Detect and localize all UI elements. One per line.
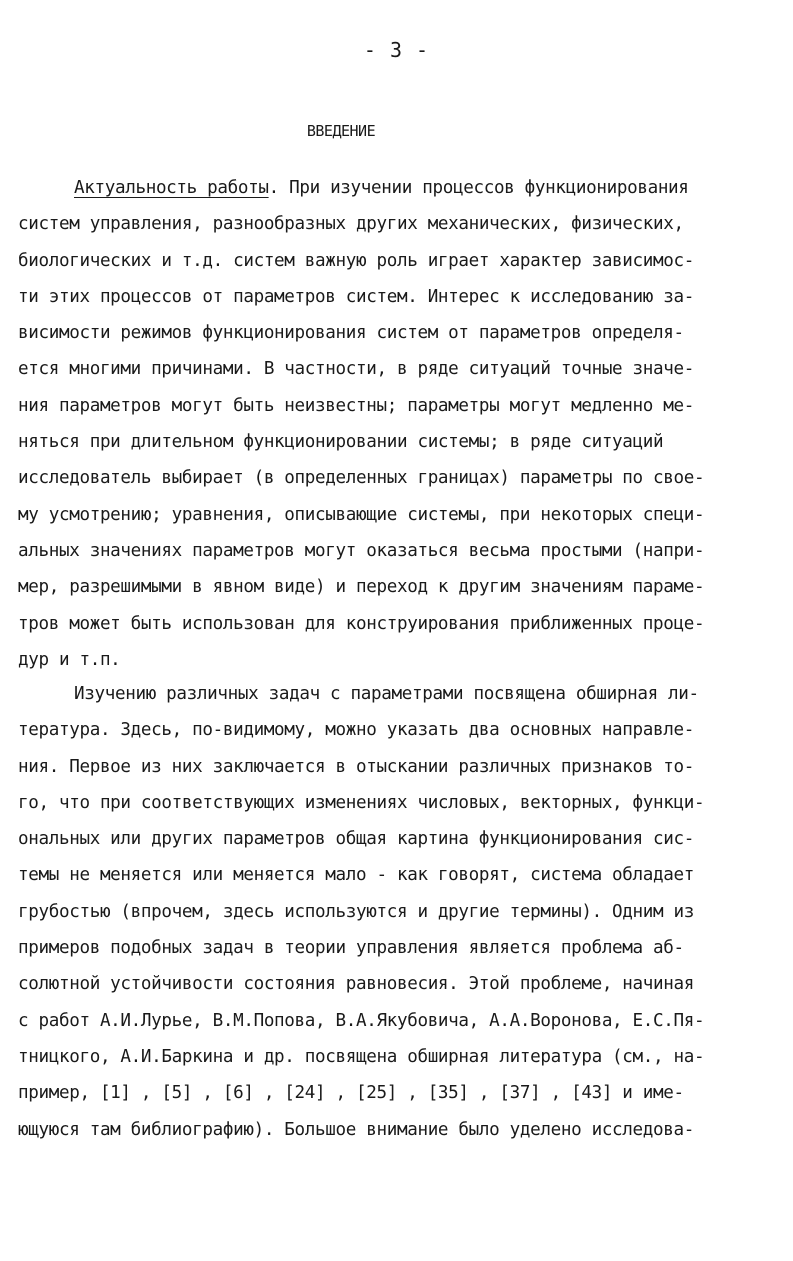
text-line: висимости режимов функционирования систем от параметров определя- bbox=[18, 323, 684, 344]
text-line: тература. Здесь, по-видимому, можно указать два основных направле- bbox=[18, 720, 694, 741]
text-line: грубостью (впрочем, здесь используются и другие термины). Одним из bbox=[18, 901, 694, 922]
paragraph-relevance bbox=[18, 170, 763, 678]
text-line: Изучению различных задач с параметрами посвящена обширная ли- bbox=[74, 684, 699, 704]
text-line: солютной устойчивости состояния равновесия. Этой проблеме, начиная bbox=[18, 974, 694, 995]
text-line: ющуюся там библиографию). Большое внимание было уделено исследова- bbox=[18, 1119, 694, 1140]
paragraph-literature bbox=[18, 676, 763, 1148]
text-line: няться при длительном функционировании системы; в ряде ситуаций bbox=[18, 432, 664, 453]
text-line: му усмотрению; уравнения, описывающие системы, при некоторых специ- bbox=[18, 504, 705, 525]
text-line: темы не меняется или меняется мало - как говорят, система обладает bbox=[18, 865, 694, 886]
text-line: исследователь выбирает (в определенных границах) параметры по свое- bbox=[18, 468, 705, 489]
section-title: ВВЕДЕНИЕ bbox=[306, 122, 376, 140]
text-line: альных значениях параметров могут оказаться весьма простыми (напри- bbox=[18, 540, 705, 561]
text-line: пример, [1] , [5] , [6] , [24] , [25] , [35] , [37] , [43] и име- bbox=[18, 1083, 684, 1104]
text-line: ти этих процессов от параметров систем. Интерес к исследованию за- bbox=[18, 286, 694, 307]
text-line: ется многими причинами. В частности, в ряде ситуаций точные значе- bbox=[18, 359, 694, 380]
text-line: дур и т.п. bbox=[18, 649, 121, 670]
text-line: с работ А.И.Лурье, В.М.Попова, В.А.Якубовича, А.А.Воронова, Е.С.Пя- bbox=[18, 1010, 705, 1031]
page-number: - 3 - bbox=[363, 38, 430, 62]
relevance-heading: Актуальность работы bbox=[74, 178, 269, 198]
text-line: тров может быть использован для конструирования приближенных проце- bbox=[18, 613, 705, 634]
text-line: го, что при соответствующих изменениях числовых, векторных, функци- bbox=[18, 792, 705, 813]
text-line: тницкого, А.И.Баркина и др. посвящена обширная литература (см., на- bbox=[18, 1046, 705, 1067]
text-line: ния параметров могут быть неизвестны; параметры могут медленно ме- bbox=[18, 395, 694, 416]
text-line: мер, разрешимыми в явном виде) и переход к другим значениям параме- bbox=[18, 577, 705, 598]
text-line: примеров подобных задач в теории управления является проблема аб- bbox=[18, 938, 684, 959]
text-line: систем управления, разнообразных других механических, физических, bbox=[18, 214, 684, 235]
text-line: ональных или других параметров общая картина функционирования сис- bbox=[18, 829, 694, 850]
text-line: биологических и т.д. систем важную роль играет характер зависимос- bbox=[18, 250, 694, 271]
paragraph-first-line bbox=[18, 170, 763, 206]
text-line: ния. Первое из них заключается в отыскании различных признаков то- bbox=[18, 756, 694, 777]
heading-tail: . При изучении процессов функционирования bbox=[268, 178, 689, 198]
